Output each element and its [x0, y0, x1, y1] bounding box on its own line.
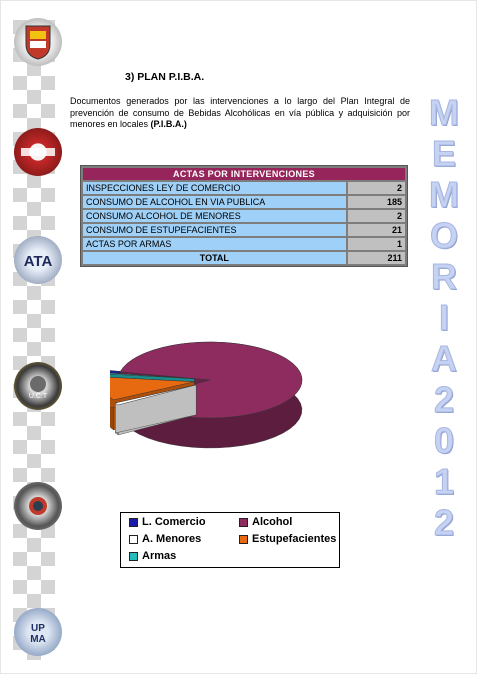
intro-text: Documentos generados por las intervenciones a lo largo del Plan Integral de prevención de consumo de Bebidas Alcohólicas en vía pública y adquisición por menores en locales [70, 96, 410, 129]
vertical-title-letter: A [431, 338, 457, 379]
intro-bold: (P.I.B.A.) [150, 119, 187, 129]
vertical-title-letter: 1 [433, 461, 455, 502]
legend-item [239, 516, 292, 528]
row-value: 21 [348, 224, 405, 236]
svg-text:UP: UP [31, 623, 45, 634]
legend-label: Alcohol [252, 516, 293, 528]
upma-logo [14, 608, 62, 656]
legend-swatch [239, 518, 248, 527]
legend-label: A. Menores [142, 533, 202, 545]
legend-item [129, 516, 206, 528]
section-title: 3) PLAN P.I.B.A. [125, 71, 205, 83]
row-value: 185 [348, 196, 405, 208]
row-value: 1 [348, 238, 405, 250]
vertical-title-letter: R [431, 256, 457, 297]
vertical-title-letter: E [431, 133, 456, 174]
unidad-badge-logo [14, 482, 62, 530]
legend-swatch [129, 552, 138, 561]
vertical-title-letter: 2 [433, 379, 455, 420]
table-row [83, 238, 405, 250]
policia-de-madrid-badge-logo [14, 128, 62, 176]
legend-swatch [129, 518, 138, 527]
vertical-title-letter: I [438, 297, 449, 338]
legend-swatch [239, 535, 248, 544]
row-label: ACTAS POR ARMAS [83, 238, 346, 250]
table-row [83, 224, 405, 236]
vertical-title-letter: M [429, 92, 459, 133]
table-row [83, 210, 405, 222]
table-header: ACTAS POR INTERVENCIONES [83, 168, 405, 180]
chart-legend [120, 512, 340, 568]
uct-logo [14, 362, 62, 410]
police-crest-logo [14, 18, 62, 66]
row-label: CONSUMO DE ALCOHOL EN VIA PUBLICA [83, 196, 346, 208]
row-value: 2 [348, 182, 405, 194]
table-total-row [83, 252, 405, 264]
legend-item [129, 533, 201, 545]
ata-logo [14, 236, 62, 284]
legend-label: Armas [142, 550, 177, 562]
vertical-title-letter: 2 [433, 502, 455, 543]
row-label: CONSUMO DE ESTUPEFACIENTES [83, 224, 346, 236]
memoria-vertical-title [420, 92, 468, 543]
table-row [83, 182, 405, 194]
vertical-title-letter: O [429, 215, 458, 256]
legend-swatch [129, 535, 138, 544]
vertical-title-letter: M [429, 174, 459, 215]
legend-item [239, 533, 336, 545]
total-value: 211 [348, 252, 405, 264]
svg-text:U.C.T: U.C.T [28, 393, 48, 400]
pie-chart [110, 330, 340, 470]
legend-item [129, 550, 176, 562]
row-value: 2 [348, 210, 405, 222]
total-label: TOTAL [83, 252, 346, 264]
row-label: CONSUMO ALCOHOL DE MENORES [83, 210, 346, 222]
row-label: INSPECCIONES LEY DE COMERCIO [83, 182, 346, 194]
vertical-title-letter: 0 [433, 420, 455, 461]
legend-label: Estupefacientes [252, 533, 337, 545]
table-header-row [83, 168, 405, 180]
intro-paragraph [70, 96, 410, 131]
table-row [83, 196, 405, 208]
actas-table [80, 165, 408, 267]
svg-text:MA: MA [30, 634, 46, 644]
checker-border [13, 20, 55, 660]
svg-text:ATA: ATA [23, 253, 53, 270]
legend-label: L. Comercio [142, 516, 206, 528]
